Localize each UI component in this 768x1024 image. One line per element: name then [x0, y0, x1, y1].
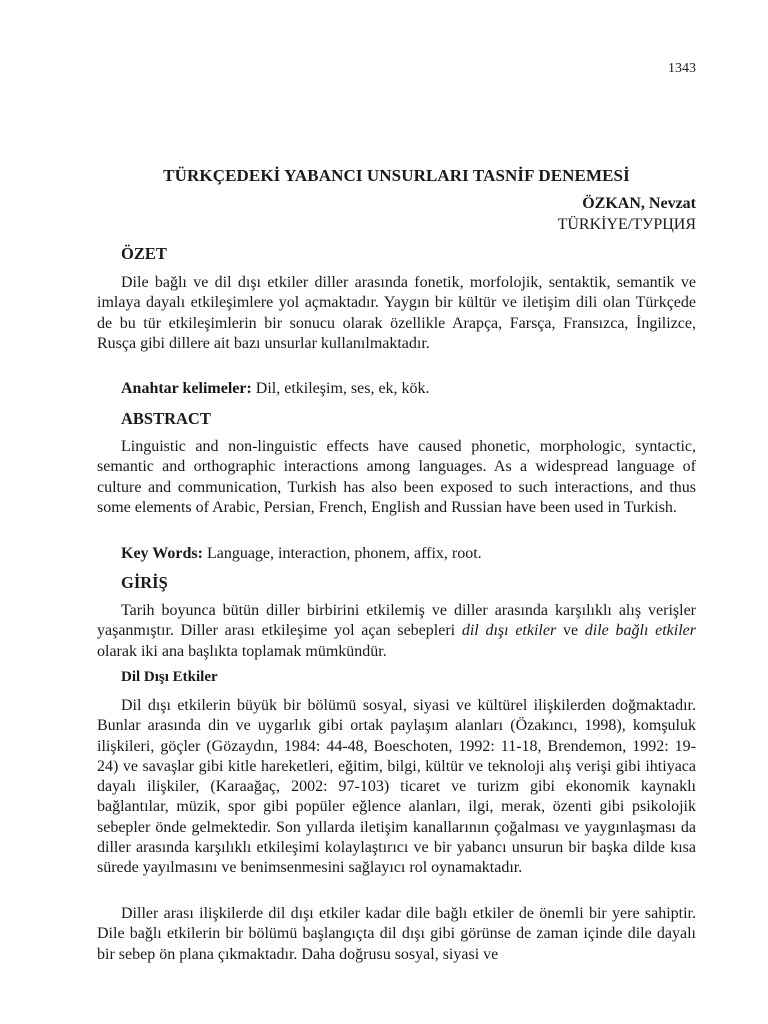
abstract-heading: ABSTRACT: [121, 409, 211, 428]
dil-disi-heading: Dil Dışı Etkiler: [121, 669, 218, 685]
ozet-keywords: [121, 380, 430, 398]
giris-italic-1: dil dışı etkiler: [461, 622, 557, 640]
author-name: ÖZKAN, Nevzat: [582, 195, 696, 212]
dil-disi-paragraph-1: Dil dışı etkilerin büyük bir bölümü sosyal, siyasi ve kültürel ilişkilerden doğmaktadır. Bunlar arasında din ve uygarlık gibi ortak paylaşım alanları (Özakıncı, 1998), komşuluk ilişkileri, göçler (Gözaydın, 1984: 44-48, Boeschoten, 1992: 11-18, Brendemon, 1992: 19-24) ve savaşlar gibi kitle hareketleri, eğitim, bilgi, kültür ve teknoloji alış verişi gibi ihtiyaca dayalı ilişkiler, (Karaağaç, 2002: 97-103) ticaret ve turizm gibi ekonomik kaynaklı bağlantılar, müzik, spor gibi popüler eğlence alanları, ilgi, merak, özenti gibi psikolojik sebepler önde gelmektedir. Son yıllarda iletişim kanallarının çoğalması ve yaygınlaşması da diller arasında karşılıklı etkileşimi kolaylaştırıcı ve bir yabancı unsurun bir başka dilde kısa sürede yayılmasını ve benimsenmesini sağlayıcı rol oynamaktadır.: [97, 697, 696, 877]
abstract-keywords: [121, 545, 482, 563]
giris-text-part-1: Tarih boyunca bütün diller birbirini etkilemiş ve diller arasında karşılıklı alış verişler yaşanmıştır. Diller arası etkileşime yol açan sebepleri: [97, 602, 696, 640]
ozet-keywords-values: Dil, etkileşim, ses, ek, kök.: [251, 380, 430, 397]
abstract-keywords-values: Language, interaction, phonem, affix, root.: [202, 545, 482, 562]
giris-text-part-3: olarak iki ana başlıkta toplamak mümkündür.: [97, 642, 387, 660]
giris-text-part-2: ve: [556, 622, 585, 640]
ozet-text: Dile bağlı ve dil dışı etkiler diller arasında fonetik, morfolojik, sentaktik, semantik ve imlaya dayalı etkileşimlere yol açmaktadır. Yaygın bir kültür ve iletişim dili olan Türkçede de bu tür etkileşimlerin bir sonucu olarak özellikle Arapça, Farsça, Fransızca, İngilizce, Rusça gibi dillere ait bazı unsurlar kullanılmaktadır.: [97, 274, 696, 352]
ozet-keywords-label: Anahtar kelimeler:: [121, 380, 252, 397]
author-country: TÜRKİYE/ТУРЦИЯ: [557, 216, 696, 233]
ozet-heading: ÖZET: [121, 244, 167, 263]
giris-italic-2: dile bağlı etkiler: [584, 622, 697, 640]
giris-text: [97, 601, 696, 662]
giris-heading: GİRİŞ: [121, 573, 168, 592]
paper-title: TÜRKÇEDEKİ YABANCI UNSURLARI TASNİF DENEMESİ: [163, 166, 630, 185]
page-number: 1343: [668, 61, 696, 76]
dil-disi-paragraph-2: Diller arası ilişkilerde dil dışı etkiler kadar dile bağlı etkiler de önemli bir yere sahiptir. Dile bağlı etkilerin bir bölümü başlangıçta dil dışı gibi görünse de zaman içinde dile dayalı bir sebep ön plana çıkmaktadır. Daha doğrusu sosyal, siyasi ve: [97, 905, 696, 963]
abstract-keywords-label: Key Words:: [121, 545, 203, 562]
abstract-text: Linguistic and non-linguistic effects have caused phonetic, morphologic, syntactic, semantic and orthographic interactions among languages. As a widespread language of culture and communication, Turkish has also been exposed to such interactions, and thus some elements of Arabic, Persian, French, English and Russian have been used in Turkish.: [97, 438, 696, 516]
